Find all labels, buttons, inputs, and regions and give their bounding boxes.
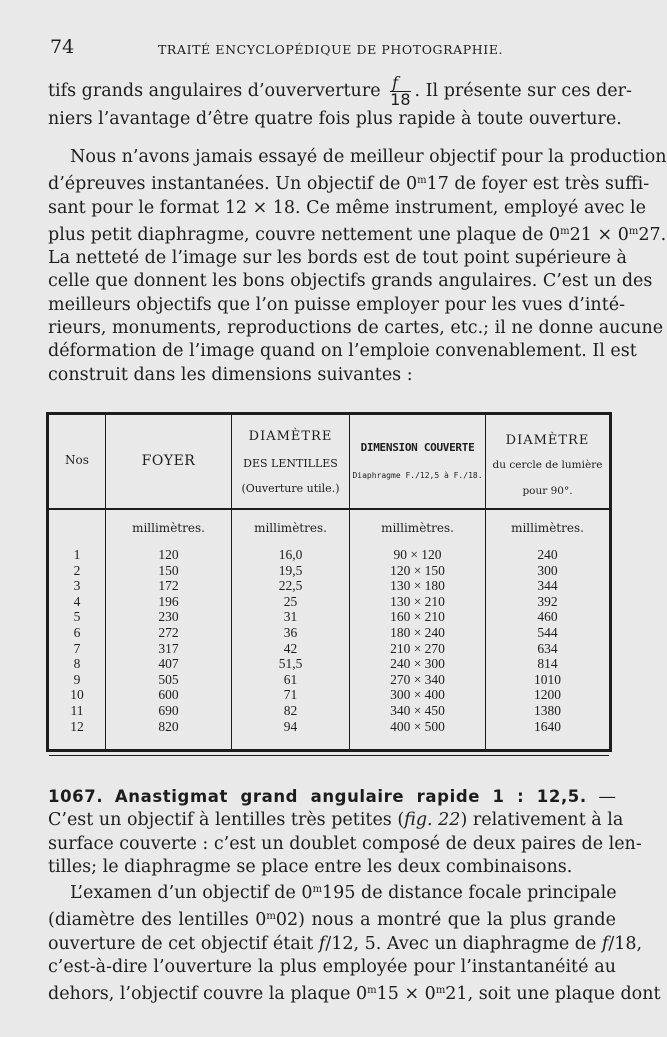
table-cell-cercle: 814 [537, 656, 558, 672]
column-header: FOYER [141, 453, 196, 469]
table-cell-number: 2 [73, 562, 81, 578]
text-line: celle que donnent les bons objectifs grands angulaires. C’est un des [48, 271, 653, 292]
table-cell-foyer: 690 [158, 702, 179, 718]
column-subheader: Diaphragme F./12,5 à F./18. [352, 471, 483, 480]
table-cell-diametre: 31 [283, 609, 298, 625]
table-cell-diametre: 16,0 [278, 547, 303, 562]
section-heading: 1067. Anastigmat grand angulaire rapide 1 : 12,5. — [48, 787, 616, 807]
text-line: construit dans les dimensions suivantes : [48, 364, 413, 385]
text-line: rieurs, monuments, reproductions de cartes, etc.; il ne donne aucune [48, 318, 664, 339]
table-cell-cercle: 344 [537, 578, 558, 594]
table-cell-number: 4 [73, 593, 81, 609]
table-cell-foyer: 150 [158, 562, 179, 578]
table-cell-foyer: 317 [158, 640, 179, 656]
table-cell-diametre: 71 [283, 687, 298, 703]
column-values [106, 547, 231, 734]
column-values [232, 547, 349, 734]
units-label: millimètres. [254, 521, 327, 535]
text-line: . Il présente sur ces der- [414, 81, 632, 101]
table-cell-dimension: 270 × 340 [390, 671, 445, 687]
table-cell-dimension: 160 × 210 [390, 609, 445, 625]
text-line: tilles; le diaphragme se place entre les deux combinaisons. [48, 856, 573, 877]
page-number: 74 [50, 36, 75, 58]
column-foyer [106, 415, 231, 749]
table-cell-foyer: 230 [158, 609, 179, 625]
table-cell-cercle: 1380 [534, 702, 561, 718]
table-cell-number: 8 [73, 656, 81, 672]
table-cell-foyer: 196 [158, 593, 179, 609]
table-cell-dimension: 180 × 240 [390, 624, 445, 640]
paragraph-examination [48, 878, 661, 1006]
text-line: d’épreuves instantanées. Un objectif de 0$^m$17 de foyer est très suffi- [48, 174, 650, 195]
column-subheader: (Ouverture utile.) [241, 482, 340, 495]
table-cell-cercle: 460 [537, 609, 558, 625]
table-cell-dimension: 340 × 450 [390, 702, 445, 718]
table-cell-number: 1 [73, 547, 81, 562]
table-cell-cercle: 1010 [534, 671, 561, 687]
table-cell-diametre: 25 [283, 593, 298, 609]
table-cell-dimension: 130 × 210 [390, 593, 445, 609]
table-cell-dimension: 300 × 400 [390, 687, 445, 703]
table-cell-number: 5 [73, 609, 81, 625]
paragraph-objective-description [48, 146, 667, 387]
text-line: ouverture de cet objectif était f/12, 5. Avec un diaphragme de f/18, [48, 933, 643, 954]
text-line: sant pour le format 12 × 18. Ce même instrument, employé avec le [48, 197, 646, 218]
table-cell-diametre: 82 [283, 702, 298, 718]
text-line: plus petit diaphragme, couvre nettement une plaque de $0^m21 \times 0^m27$. [48, 224, 667, 245]
table-cell-dimension: 120 × 150 [390, 562, 445, 578]
table-cell-diametre: 61 [283, 671, 298, 687]
column-values [49, 547, 105, 734]
table-cell-dimension: 90 × 120 [393, 547, 442, 562]
text-line: niers l’avantage d’être quatre fois plus rapide à toute ouverture. [48, 109, 622, 129]
table-cell-cercle: 392 [537, 593, 558, 609]
text-line: tifs grands angulaires d’ouververture [48, 81, 381, 101]
units-label: millimètres. [132, 521, 205, 535]
table-cell-number: 11 [70, 702, 84, 718]
table-cell-number: 10 [70, 687, 84, 703]
table-cell-cercle: 544 [537, 624, 558, 640]
column-subheader: DES LENTILLES [243, 457, 338, 470]
table-cell-cercle: 300 [537, 562, 558, 578]
column-header: DIAMÈTRE [248, 429, 333, 444]
table-cell-diametre: 42 [283, 640, 298, 656]
table-cell-diametre: 36 [283, 624, 298, 640]
units-label: millimètres. [381, 521, 454, 535]
table-cell-foyer: 172 [158, 578, 179, 594]
column-header: DIMENSION COUVERTE [360, 441, 475, 454]
table-cell-foyer: 120 [158, 547, 179, 562]
text-line: La netteté de l’image sur les bords est de tout point supérieure à [48, 248, 627, 269]
column-diametre-lentilles [232, 415, 349, 749]
column-subheader: du cercle de lumière [492, 459, 603, 471]
table-cell-foyer: 505 [158, 671, 179, 687]
table-cell-foyer: 820 [158, 718, 179, 734]
text-line: (diamètre des lentilles 0$^m$02) nous a montré que la plus grande [48, 910, 616, 931]
text-line: meilleurs objectifs que l’on puisse employer pour les vues d’inté- [48, 294, 626, 315]
table-cell-dimension: 130 × 180 [390, 578, 445, 594]
table-cell-foyer: 272 [158, 624, 179, 640]
column-values [350, 547, 485, 734]
table-cell-number: 7 [73, 640, 81, 656]
column-subheader: pour 90°. [522, 485, 573, 497]
table-cell-cercle: 240 [537, 547, 558, 562]
text-line: L’examen d’un objectif de 0$^m$195 de distance focale principale [70, 883, 617, 903]
column-numbers [49, 415, 105, 749]
text-line: déformation de l’image quand on l’emploie convenablement. Il est [48, 341, 637, 362]
column-header: Nos [65, 453, 89, 467]
table-cell-number: 6 [73, 624, 81, 640]
units-label: millimètres. [511, 521, 584, 535]
column-values [486, 547, 609, 734]
text-line: dehors, l’objectif couvre la plaque $0^m15 \times 0^m21$, soit une plaque dont [48, 984, 661, 1005]
table-cell-diametre: 94 [283, 718, 298, 734]
table-cell-foyer: 600 [158, 687, 179, 703]
table-cell-number: 12 [70, 718, 84, 734]
table-cell-number: 9 [73, 671, 81, 687]
table-cell-number: 3 [73, 578, 81, 594]
column-header: DIAMÈTRE [505, 433, 590, 448]
table-cell-foyer: 407 [158, 656, 179, 672]
text-line: c’est-à-dire l’ouverture la plus employée pour l’instantanéité au [48, 956, 616, 977]
text-line: C’est un objectif à lentilles très petites (fig. 22) relativement à la [48, 810, 624, 831]
table-cell-dimension: 210 × 270 [390, 640, 445, 656]
table-cell-dimension: 240 × 300 [390, 656, 445, 672]
dimensions-table [46, 412, 612, 752]
table-cell-diametre: 51,5 [278, 656, 303, 672]
table-cell-diametre: 22,5 [278, 578, 303, 594]
column-dimension-couverte [350, 415, 485, 749]
table-cell-dimension: 400 × 500 [390, 718, 445, 734]
text-line: surface couverte : c’est un doublet composé de deux paires de len- [48, 833, 642, 854]
fraction-f-18: $\frac{f}{18}$ [390, 73, 411, 109]
section-1067 [48, 785, 642, 879]
column-diametre-cercle [486, 415, 609, 749]
table-cell-cercle: 1200 [534, 687, 561, 703]
table-cell-diametre: 19,5 [278, 562, 303, 578]
table-cell-cercle: 1640 [534, 718, 561, 734]
paragraph-continuation [48, 73, 632, 131]
table-cell-cercle: 634 [537, 640, 558, 656]
running-title: TRAITÉ ENCYCLOPÉDIQUE DE PHOTOGRAPHIE. [158, 42, 504, 57]
page-header [50, 36, 615, 58]
text-line: Nous n’avons jamais essayé de meilleur objectif pour la production [70, 147, 667, 167]
